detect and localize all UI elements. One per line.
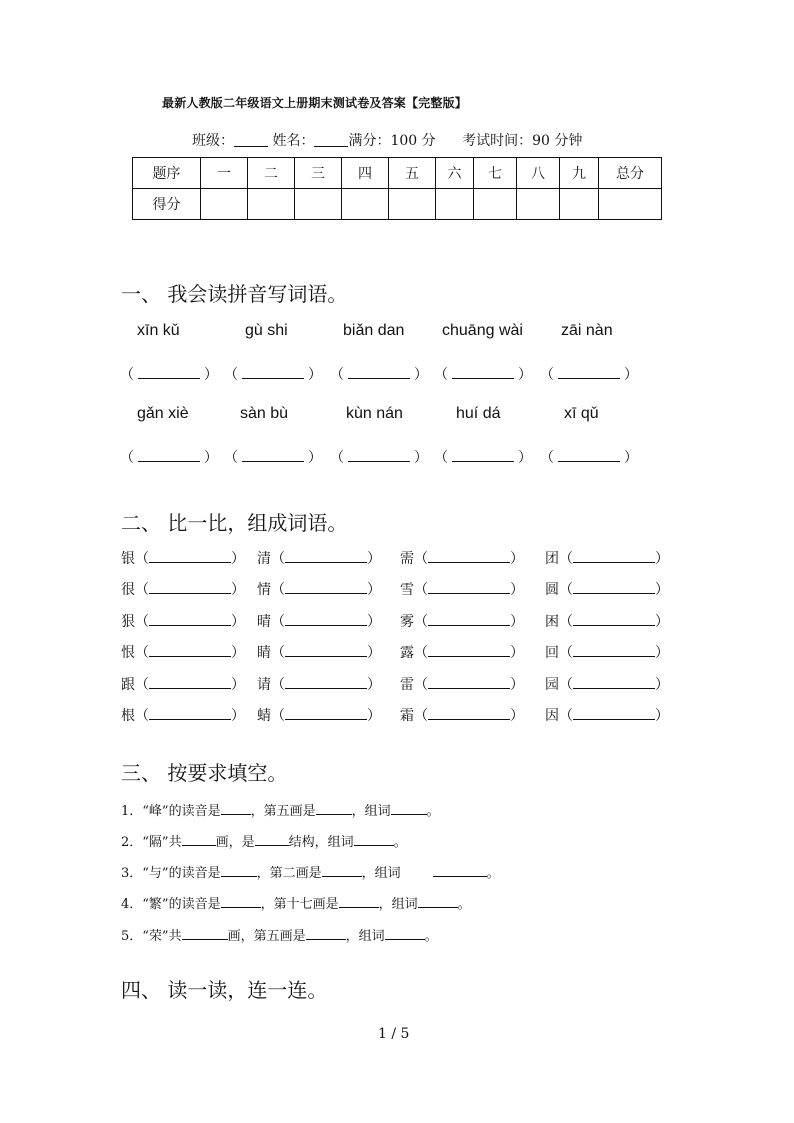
fill-blank[interactable] [316, 802, 352, 815]
char: 圆 [545, 582, 559, 598]
bracket-open: （ [414, 677, 428, 693]
fill-item [121, 862, 500, 881]
header-cell: 五 [389, 158, 436, 189]
bracket-open: （ [559, 708, 573, 724]
fill-item [121, 893, 471, 912]
bracket-open: （ [540, 450, 554, 466]
fill-text: 。 [457, 897, 471, 912]
bracket-open: （ [271, 708, 285, 724]
word-blank[interactable] [149, 707, 231, 720]
char: 露 [400, 645, 414, 661]
bracket-close: ） [367, 551, 381, 567]
word-blank[interactable] [285, 676, 367, 689]
char: 困 [545, 614, 559, 630]
bracket-open: （ [414, 645, 428, 661]
bracket-open: （ [271, 677, 285, 693]
word-blank[interactable] [573, 550, 655, 563]
answer-box[interactable] [330, 364, 428, 384]
answer-box[interactable] [120, 364, 218, 384]
word-item [121, 611, 245, 631]
fill-blank[interactable] [255, 833, 289, 846]
bracket-close: ） [510, 582, 524, 598]
bracket-open: （ [135, 708, 149, 724]
fill-text: ，第五画是 [250, 804, 316, 819]
bracket-close: ） [655, 614, 669, 630]
fill-blank[interactable] [221, 864, 257, 877]
char: 雾 [400, 614, 414, 630]
fill-text: ，第十七画是 [260, 897, 339, 912]
bracket-close: ） [204, 450, 218, 466]
char: 根 [121, 708, 135, 724]
bracket-close: ） [655, 582, 669, 598]
class-blank[interactable] [234, 132, 268, 147]
bracket-close: ） [204, 367, 218, 383]
header-cell: 一 [201, 158, 248, 189]
word-item [257, 674, 381, 694]
bracket-open: （ [434, 367, 448, 383]
bracket-open: （ [271, 551, 285, 567]
fill-text: 3．“与”的读音是 [121, 866, 221, 881]
fill-text: ，第二画是 [256, 866, 322, 881]
char: 恨 [121, 645, 135, 661]
bracket-open: （ [271, 614, 285, 630]
fill-blank[interactable] [433, 864, 487, 877]
word-item [545, 674, 669, 694]
bracket-close: ） [367, 708, 381, 724]
bracket-close: ） [655, 645, 669, 661]
pinyin: zāi nàn [561, 322, 613, 339]
class-label: 班级： [192, 133, 234, 149]
bracket-open: （ [559, 614, 573, 630]
score-cell[interactable] [436, 189, 474, 220]
score-cell[interactable] [201, 189, 248, 220]
char: 很 [121, 582, 135, 598]
fill-text: 。 [486, 866, 500, 881]
header-cell: 九 [560, 158, 599, 189]
answer-box[interactable] [224, 447, 322, 467]
fill-text: 。 [426, 804, 440, 819]
pinyin: sàn bù [240, 405, 289, 422]
word-item [121, 705, 245, 725]
section2-heading: 二、 比一比，组成词语。 [121, 511, 348, 535]
fill-blank[interactable] [385, 927, 425, 940]
full-score: 满分：100 分 [348, 133, 436, 149]
bracket-close: ） [624, 450, 638, 466]
bracket-open: （ [224, 367, 238, 383]
score-table [132, 157, 662, 220]
bracket-close: ） [231, 645, 245, 661]
fill-blank[interactable] [182, 833, 216, 846]
answer-box[interactable] [224, 364, 322, 384]
word-blank[interactable] [573, 581, 655, 594]
bracket-close: ） [367, 645, 381, 661]
fill-item [121, 800, 440, 819]
bracket-open: （ [559, 645, 573, 661]
answer-box[interactable] [434, 364, 532, 384]
fill-text: 5．“荣”共 [121, 929, 182, 944]
bracket-close: ） [231, 708, 245, 724]
fill-text: 画，是 [215, 835, 255, 850]
word-item [400, 579, 524, 599]
fill-blank[interactable] [339, 895, 379, 908]
word-blank[interactable] [149, 676, 231, 689]
fill-text: 结构，组词 [288, 835, 354, 850]
exam-info-line [192, 130, 582, 150]
bracket-open: （ [414, 551, 428, 567]
bracket-close: ） [510, 708, 524, 724]
word-item [545, 705, 669, 725]
header-cell: 题序 [133, 158, 201, 189]
fill-blank[interactable] [322, 864, 362, 877]
header-cell: 六 [436, 158, 474, 189]
word-blank[interactable] [428, 707, 510, 720]
bracket-open: （ [135, 645, 149, 661]
pinyin: biǎn dan [343, 322, 405, 339]
bracket-close: ） [624, 367, 638, 383]
bracket-open: （ [330, 367, 344, 383]
bracket-open: （ [120, 367, 134, 383]
bracket-close: ） [510, 677, 524, 693]
char: 睛 [257, 645, 271, 661]
word-item [545, 611, 669, 631]
name-label: 姓名： [272, 133, 315, 149]
word-item [121, 642, 245, 662]
exam-time: 考试时间：90 分钟 [462, 133, 583, 149]
section4-heading: 四、 读一读，连一连。 [121, 978, 328, 1002]
fill-item [121, 831, 407, 850]
word-item [545, 579, 669, 599]
score-cell[interactable] [389, 189, 436, 220]
word-item [121, 579, 245, 599]
word-blank[interactable] [285, 707, 367, 720]
word-blank[interactable] [428, 550, 510, 563]
word-item [545, 642, 669, 662]
header-cell: 二 [248, 158, 295, 189]
word-blank[interactable] [149, 613, 231, 626]
word-item [257, 705, 381, 725]
word-blank[interactable] [285, 613, 367, 626]
bracket-close: ） [231, 614, 245, 630]
pinyin: kùn nán [346, 405, 403, 422]
bracket-open: （ [224, 450, 238, 466]
bracket-close: ） [231, 582, 245, 598]
bracket-close: ） [655, 677, 669, 693]
score-header-row [133, 158, 662, 189]
word-item [121, 674, 245, 694]
pinyin: gǎn xiè [137, 405, 189, 422]
char: 蜻 [257, 708, 271, 724]
char: 雷 [400, 677, 414, 693]
bracket-close: ） [510, 614, 524, 630]
header-cell: 三 [295, 158, 342, 189]
fill-text: ，组词 [345, 929, 385, 944]
bracket-close: ） [510, 645, 524, 661]
char: 狠 [121, 614, 135, 630]
char: 银 [121, 551, 135, 567]
bracket-open: （ [414, 614, 428, 630]
char: 需 [400, 551, 414, 567]
word-item [400, 674, 524, 694]
header-cell: 七 [474, 158, 517, 189]
bracket-open: （ [271, 645, 285, 661]
fill-blank[interactable] [221, 895, 261, 908]
header-cell: 八 [517, 158, 560, 189]
pinyin: gù shi [245, 322, 288, 339]
fill-text: ，组词 [361, 866, 401, 881]
bracket-close: ） [510, 551, 524, 567]
bracket-close: ） [367, 614, 381, 630]
word-item [545, 548, 669, 568]
bracket-open: （ [559, 582, 573, 598]
header-cell: 总分 [599, 158, 662, 189]
pinyin: xī qǔ [564, 405, 599, 422]
bracket-close: ） [308, 450, 322, 466]
fill-text: ，组词 [351, 804, 391, 819]
char: 霜 [400, 708, 414, 724]
fill-blank[interactable] [354, 833, 394, 846]
fill-text: 4．“繁”的读音是 [121, 897, 221, 912]
word-blank[interactable] [573, 676, 655, 689]
fill-item [121, 925, 438, 944]
section1-heading: 一、 我会读拼音写词语。 [121, 282, 348, 306]
char: 请 [257, 677, 271, 693]
document-title: 最新人教版二年级语文上册期末测试卷及答案【完整版】 [162, 96, 468, 110]
word-blank[interactable] [573, 644, 655, 657]
fill-text: 2．“隔”共 [121, 835, 182, 850]
bracket-open: （ [271, 582, 285, 598]
fill-text: ，组词 [378, 897, 418, 912]
pinyin: huí dá [456, 405, 501, 422]
char: 情 [257, 582, 271, 598]
bracket-open: （ [120, 450, 134, 466]
bracket-open: （ [135, 677, 149, 693]
char: 雪 [400, 582, 414, 598]
word-item [257, 642, 381, 662]
char: 因 [545, 708, 559, 724]
name-blank[interactable] [314, 132, 348, 147]
fill-blank[interactable] [182, 927, 228, 940]
fill-text: 。 [393, 835, 407, 850]
word-item [257, 579, 381, 599]
word-blank[interactable] [573, 707, 655, 720]
bracket-close: ） [231, 677, 245, 693]
word-blank[interactable] [428, 676, 510, 689]
bracket-close: ） [414, 367, 428, 383]
word-item [400, 548, 524, 568]
answer-box[interactable] [330, 447, 428, 467]
bracket-open: （ [135, 551, 149, 567]
bracket-open: （ [330, 450, 344, 466]
char: 晴 [257, 614, 271, 630]
score-cell[interactable] [560, 189, 599, 220]
answer-box[interactable] [434, 447, 532, 467]
score-cell[interactable] [474, 189, 517, 220]
char: 回 [545, 645, 559, 661]
bracket-close: ） [655, 708, 669, 724]
score-row [133, 189, 662, 220]
word-item [257, 548, 381, 568]
score-cell[interactable] [517, 189, 560, 220]
word-item [257, 611, 381, 631]
bracket-open: （ [559, 551, 573, 567]
word-blank[interactable] [573, 613, 655, 626]
bracket-open: （ [559, 677, 573, 693]
word-item [400, 705, 524, 725]
answer-box[interactable] [540, 364, 638, 384]
bracket-open: （ [414, 582, 428, 598]
answer-box[interactable] [120, 447, 218, 467]
word-blank[interactable] [149, 550, 231, 563]
fill-text: 画，第五画是 [227, 929, 306, 944]
bracket-close: ） [518, 367, 532, 383]
bracket-close: ） [518, 450, 532, 466]
pinyin: chuāng wài [442, 322, 523, 339]
bracket-open: （ [434, 450, 448, 466]
fill-text: 1．“峰”的读音是 [121, 804, 221, 819]
bracket-open: （ [135, 614, 149, 630]
word-blank[interactable] [428, 613, 510, 626]
score-cell[interactable] [248, 189, 295, 220]
header-cell: 四 [342, 158, 389, 189]
section3-heading: 三、 按要求填空。 [121, 761, 288, 785]
char: 跟 [121, 677, 135, 693]
fill-text: 。 [424, 929, 438, 944]
char: 清 [257, 551, 271, 567]
fill-blank[interactable] [391, 802, 427, 815]
bracket-close: ） [308, 367, 322, 383]
answer-box[interactable] [540, 447, 638, 467]
pinyin: xīn kǔ [137, 322, 180, 339]
word-blank[interactable] [285, 581, 367, 594]
fill-blank[interactable] [306, 927, 346, 940]
bracket-close: ） [655, 551, 669, 567]
word-item [400, 611, 524, 631]
word-item [400, 642, 524, 662]
score-cell[interactable] [599, 189, 662, 220]
word-item [121, 548, 245, 568]
word-blank[interactable] [149, 581, 231, 594]
word-blank[interactable] [428, 644, 510, 657]
char: 团 [545, 551, 559, 567]
score-cell[interactable] [295, 189, 342, 220]
bracket-open: （ [135, 582, 149, 598]
bracket-close: ） [231, 551, 245, 567]
word-blank[interactable] [285, 550, 367, 563]
char: 园 [545, 677, 559, 693]
page-number: 1 / 5 [378, 1026, 410, 1042]
word-blank[interactable] [428, 581, 510, 594]
score-row-label: 得分 [133, 189, 201, 220]
bracket-open: （ [540, 367, 554, 383]
fill-blank[interactable] [418, 895, 458, 908]
bracket-open: （ [414, 708, 428, 724]
word-blank[interactable] [149, 644, 231, 657]
bracket-close: ） [414, 450, 428, 466]
bracket-close: ） [367, 677, 381, 693]
word-blank[interactable] [285, 644, 367, 657]
score-cell[interactable] [342, 189, 389, 220]
fill-blank[interactable] [221, 802, 251, 815]
bracket-close: ） [367, 582, 381, 598]
